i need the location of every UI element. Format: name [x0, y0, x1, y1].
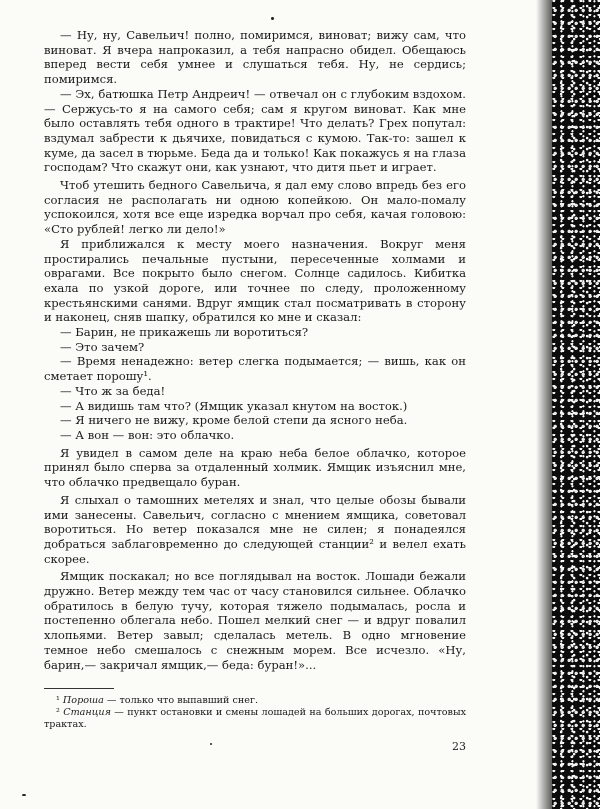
scan-dark-edge	[552, 0, 600, 809]
footnote-term: Пороша	[62, 695, 104, 707]
footnote-text: — только что выпавший снег.	[103, 695, 259, 707]
paragraph: Я слыхал о тамошних метелях и знал, что целые обозы бывали ими занесены. Савельич, согласно с мнением ямщика, советовал воротиться. Но ветер показался мне не силен; я понадеялся добраться заблаговременно до следующей станции² и велел ехать скорее.	[44, 492, 466, 566]
dialogue-line: — Я ничего не вижу, кроме белой степи да ясного неба.	[60, 413, 408, 428]
footnote-1: ¹ Пороша — только что выпавший снег.	[56, 695, 259, 707]
footnote-term: Станция	[63, 707, 111, 719]
page-number: 23	[452, 740, 466, 753]
footnote-2: ² Станция — пункт остановки и смены лошадей на больших дорогах, почтовых трактах.	[44, 707, 466, 731]
dialogue-line: — Барин, не прикажешь ли воротиться?	[60, 325, 309, 340]
footnotes	[44, 695, 466, 731]
scan-speck	[22, 794, 26, 796]
dialogue-line: — Время ненадежно: ветер слегка подымается; — вишь, как он сметает порошу¹.	[44, 354, 466, 384]
paragraph: Чтоб утешить бедного Савельича, я дал ему слово впредь без его согласия не располагать ни одною копейкою. Он мало-помалу успокоился, хотя все еще изредка ворчал про себя, качая головою: «Сто рублей! легко ли дело!»	[44, 178, 466, 237]
dialogue-line: — А видишь там что? (Ямщик указал кнутом на восток.)	[60, 398, 408, 413]
book-page	[44, 28, 466, 731]
footnote-divider	[44, 688, 114, 689]
footnote-text: — пункт остановки и смены лошадей на больших дорогах, почтовых трактах.	[44, 707, 466, 731]
dialogue-line: — Что ж за беда!	[60, 383, 166, 398]
paragraph: Я увидел в самом деле на краю неба белое облачко, которое принял было сперва за отдаленный холмик. Ямщик изъяснил мне, что облачко предвещало буран.	[44, 445, 466, 490]
dialogue-line: — Это зачем?	[60, 339, 145, 354]
dialogue-line: — А вон — вон: это облачко.	[60, 427, 235, 442]
scan-speck	[210, 743, 212, 745]
paragraph: Ямщик поскакал; но все поглядывал на восток. Лошади бежали дружно. Ветер между тем час от часу становился сильнее. Облачко обратилось в белую тучу, которая тяжело подымалась, росла и постепенно облегала небо. Пошел мелкий снег — и вдруг повалил хлопьями. Ветер завыл; сделалась метель. В одно мгновение темное небо смешалось с снежным морем. Все исчезло. «Ну, барин,— закричал ямщик,— беда: буран!»...	[44, 569, 466, 672]
paragraph: — Эх, батюшка Петр Андреич! — отвечал он с глубоким вздохом. — Сержусь-то я на самого себя; сам я кругом виноват. Как мне было оставлять тебя одного в трактире! Что делать? Грех попутал: вздумал забрести к дьячихе, повидаться с кумою. Так-то: зашел к куме, да засел в тюрьме. Беда да и только! Как покажусь я на глаза господам? Что скажут они, как узнают, что дитя пьет и играет.	[44, 86, 466, 175]
scan-speck	[271, 17, 274, 20]
paragraph: Я приближался к месту моего назначения. Вокруг меня простирались печальные пустыни, пересеченные холмами и оврагами. Все покрыто было снегом. Солнце садилось. Кибитка ехала по узкой дороге, или точнее по следу, проложенному крестьянскими санями. Вдруг ямщик стал посматривать в сторону и наконец, сняв шапку, обратился ко мне и сказал:	[44, 236, 466, 325]
paragraph: — Ну, ну, Савельич! полно, помиримся, виноват; вижу сам, что виноват. Я вчера напроказил, а тебя напрасно обидел. Обещаюсь вперед вести себя умнее и слушаться тебя. Ну, не сердись; помиримся.	[44, 28, 466, 87]
